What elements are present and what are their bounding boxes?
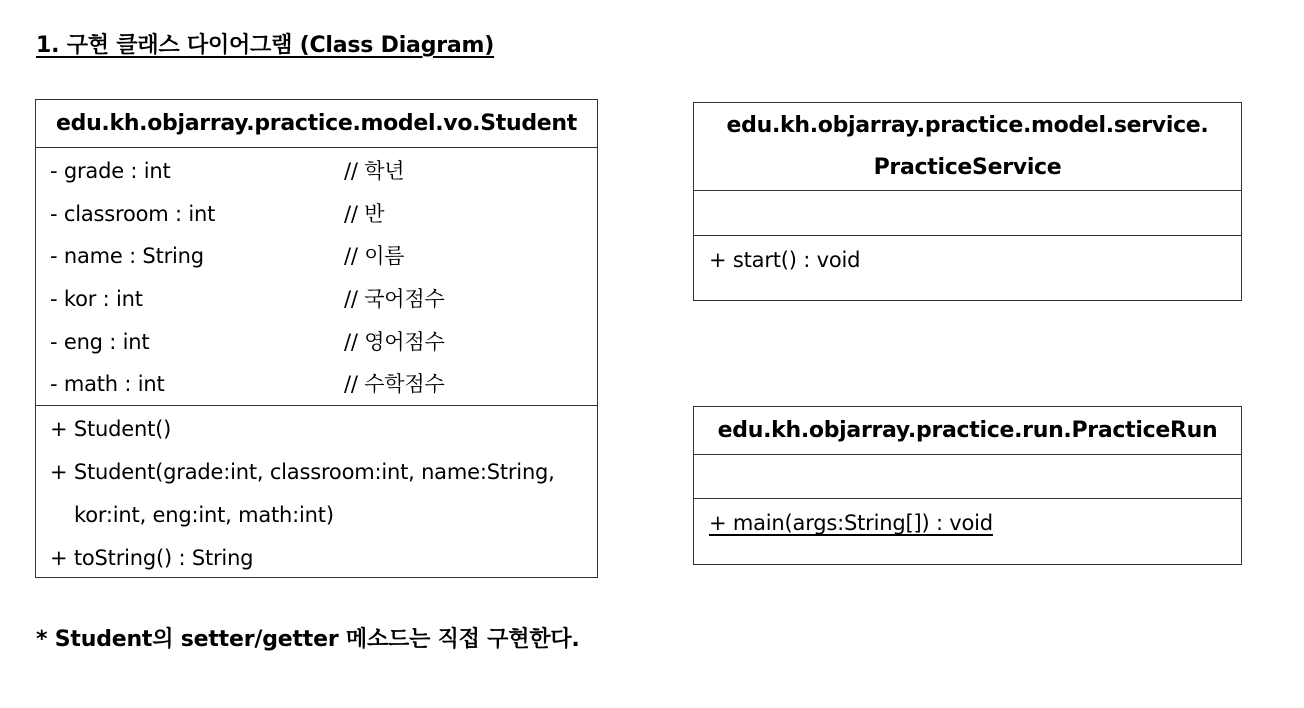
attribute-text: - math : int — [50, 372, 165, 397]
implementation-note: * Student의 setter/getter 메소드는 직접 구현한다. — [36, 627, 580, 652]
practice-service-class-box — [693, 102, 1242, 301]
attribute-comment: // 이름 — [344, 244, 405, 269]
operation-row: + start() : void — [709, 248, 861, 272]
attribute-row — [36, 193, 597, 236]
attribute-text: - eng : int — [50, 329, 150, 354]
attribute-comment: // 수학점수 — [344, 372, 445, 397]
operation-row: + toString() : String — [50, 546, 254, 570]
attribute-text: - grade : int — [50, 159, 171, 183]
practice-run-attributes — [694, 455, 1241, 499]
attribute-text: - name : String — [50, 244, 204, 269]
attribute-row — [36, 278, 597, 321]
operation-row — [694, 499, 1241, 547]
practice-service-operations — [694, 236, 1241, 284]
attribute-comment: // 학년 — [344, 159, 405, 183]
attribute-row — [36, 363, 597, 406]
practice-run-operations — [694, 499, 1241, 547]
attribute-row — [36, 321, 597, 364]
practice-run-class-name: edu.kh.objarray.practice.run.PracticeRun — [694, 407, 1241, 455]
attribute-comment: // 국어점수 — [344, 287, 445, 312]
static-operation-text: + main(args:String[]) : void — [709, 511, 993, 535]
attribute-row — [36, 235, 597, 278]
attribute-comment: // 영어점수 — [344, 329, 445, 354]
practice-run-class-box — [693, 406, 1242, 565]
class-name-line: PracticeService — [873, 155, 1062, 180]
student-attributes — [36, 148, 597, 406]
operation-row: + Student() — [50, 417, 172, 441]
attribute-row — [36, 150, 597, 193]
diagram-heading: 1. 구현 클래스 다이어그램 (Class Diagram) — [36, 33, 495, 58]
operation-row: + Student(grade:int, classroom:int, name:String, — [50, 460, 555, 484]
operation-row-continuation: kor:int, eng:int, math:int) — [74, 503, 334, 527]
student-class-name: edu.kh.objarray.practice.model.vo.Student — [36, 100, 597, 148]
student-class-box — [35, 99, 598, 578]
attribute-text: - classroom : int — [50, 201, 216, 226]
practice-service-class-name — [694, 103, 1241, 191]
attribute-text: - kor : int — [50, 287, 143, 312]
student-operations — [36, 406, 597, 580]
practice-service-attributes — [694, 191, 1241, 236]
class-name-line: edu.kh.objarray.practice.model.service. — [726, 113, 1209, 138]
attribute-comment: // 반 — [344, 201, 385, 226]
